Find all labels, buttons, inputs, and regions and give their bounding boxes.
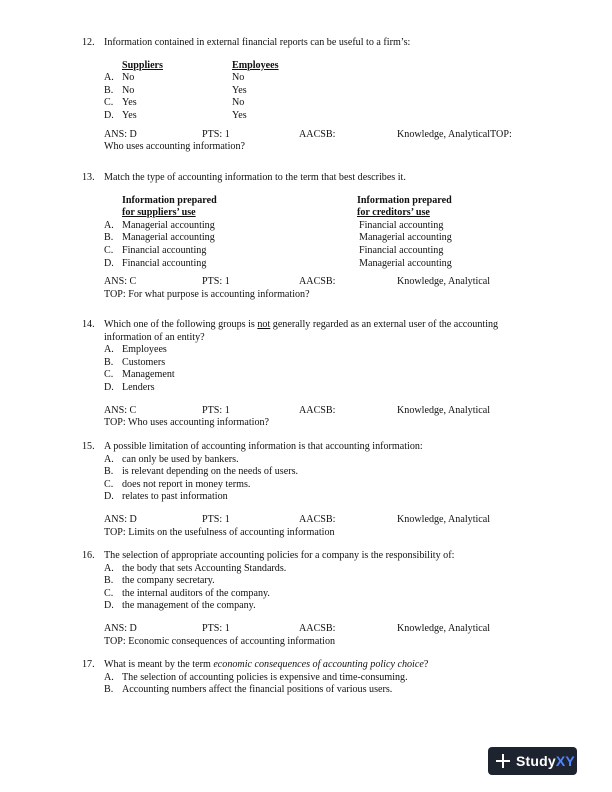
answer-line — [82, 129, 542, 142]
question-stem: The selection of appropriate accounting policies for a company is the responsibility of: — [104, 550, 455, 561]
option-row — [82, 479, 542, 492]
option-letter: B. — [104, 84, 114, 96]
option-letter: D. — [104, 600, 114, 612]
option-row — [82, 344, 542, 357]
option-letter: A. — [104, 72, 114, 84]
option-row — [82, 369, 542, 382]
studyxy-logo-text: StudyXY — [516, 753, 575, 769]
option-text: the management of the company. — [122, 600, 256, 612]
question-15 — [82, 441, 542, 539]
points: PTS: 1 — [202, 513, 230, 525]
option-row — [82, 382, 542, 395]
option-row — [82, 72, 542, 85]
option-letter: C. — [104, 97, 114, 109]
option-row — [82, 466, 542, 479]
column-header: Information prepared — [357, 194, 452, 206]
aacsb-value: Knowledge, Analytical — [397, 513, 491, 525]
plus-cross-icon — [496, 754, 510, 768]
question-number: 14. — [82, 319, 95, 330]
question-stem: Information contained in external financial reports can be useful to a firm’s: — [104, 37, 411, 48]
question-number: 13. — [82, 172, 95, 183]
answer-line — [82, 276, 542, 289]
option-cell: No — [122, 84, 135, 96]
studyxy-badge[interactable] — [488, 747, 577, 775]
topic: TOP: For what purpose is accounting information? — [104, 288, 310, 300]
column-header: Employees — [232, 59, 279, 71]
option-row — [82, 97, 542, 110]
option-row — [82, 220, 542, 233]
question-12 — [82, 37, 542, 154]
aacsb-label: AACSB: — [299, 513, 336, 525]
option-cell: Financial accounting — [359, 244, 444, 256]
aacsb-label: AACSB: — [299, 128, 336, 140]
question-13 — [82, 172, 542, 301]
question-number: 15. — [82, 441, 95, 452]
option-cell: Financial accounting — [122, 257, 207, 269]
option-row — [82, 232, 542, 245]
points: PTS: 1 — [202, 128, 230, 140]
option-cell: Yes — [122, 109, 137, 121]
option-letter: A. — [104, 671, 114, 683]
option-cell: Financial accounting — [122, 244, 207, 256]
option-cell: Managerial accounting — [359, 232, 452, 244]
question-stem: Which one of the following groups is not generally regarded as an external user of the accounting — [104, 319, 499, 330]
option-text: the company secretary. — [122, 575, 215, 587]
question-16 — [82, 550, 542, 648]
option-letter: C. — [104, 369, 114, 381]
option-cell: Yes — [232, 84, 247, 96]
question-stem: A possible limitation of accounting information is that accounting information: — [104, 441, 423, 452]
option-cell: Yes — [232, 109, 247, 121]
option-text: Management — [122, 369, 175, 381]
option-row — [82, 672, 542, 685]
option-letter: D. — [104, 257, 114, 269]
option-row — [82, 575, 542, 588]
option-letter: D. — [104, 491, 114, 503]
option-letter: C. — [104, 244, 114, 256]
option-cell: Yes — [122, 97, 137, 109]
question-17 — [82, 659, 542, 697]
aacsb-value: Knowledge, AnalyticalTOP: — [397, 128, 512, 140]
topic: Who uses accounting information? — [104, 141, 245, 153]
topic: TOP: Limits on the usefulness of accounting information — [104, 526, 335, 538]
option-text: Employees — [122, 344, 167, 356]
option-letter: B. — [104, 466, 114, 478]
option-cell: No — [122, 72, 135, 84]
option-text: the internal auditors of the company. — [122, 587, 270, 599]
option-row — [82, 684, 542, 697]
option-letter: B. — [104, 356, 114, 368]
answer-line — [82, 514, 542, 527]
option-cell: Managerial accounting — [122, 232, 215, 244]
question-number: 16. — [82, 550, 95, 561]
option-cell: Managerial accounting — [359, 257, 452, 269]
option-row — [82, 563, 542, 576]
aacsb-value: Knowledge, Analytical — [397, 276, 491, 288]
option-row — [82, 357, 542, 370]
answer-key: ANS: C — [104, 404, 137, 416]
option-letter: B. — [104, 575, 114, 587]
option-letter: A. — [104, 219, 114, 231]
answer-key: ANS: D — [104, 622, 137, 634]
option-letter: C. — [104, 478, 114, 490]
column-header: for suppliers’ use — [122, 207, 196, 219]
option-row — [82, 85, 542, 98]
option-letter: C. — [104, 587, 114, 599]
aacsb-value: Knowledge, Analytical — [397, 622, 491, 634]
option-row — [82, 258, 542, 271]
option-row — [82, 588, 542, 601]
option-letter: B. — [104, 684, 114, 696]
option-letter: A. — [104, 344, 114, 356]
option-cell: Managerial accounting — [122, 219, 215, 231]
question-number: 12. — [82, 37, 95, 48]
question-stem: Match the type of accounting information to the term that best describes it. — [104, 172, 406, 183]
points: PTS: 1 — [202, 622, 230, 634]
option-row — [82, 110, 542, 123]
points: PTS: 1 — [202, 404, 230, 416]
aacsb-value: Knowledge, Analytical — [397, 404, 491, 416]
aacsb-label: AACSB: — [299, 404, 336, 416]
option-letter: D. — [104, 109, 114, 121]
option-text: can only be used by bankers. — [122, 453, 239, 465]
column-header: for creditors’ use — [357, 207, 430, 219]
column-header: Suppliers — [122, 59, 163, 71]
column-header: Information prepared — [122, 194, 217, 206]
topic: TOP: Economic consequences of accounting information — [104, 635, 336, 647]
question-stem: What is meant by the term economic consequences of accounting policy choice? — [104, 659, 429, 670]
answer-key: ANS: C — [104, 276, 137, 288]
answer-key: ANS: D — [104, 513, 137, 525]
option-text: The selection of accounting policies is expensive and time-consuming. — [122, 671, 408, 683]
question-number: 17. — [82, 659, 95, 670]
option-cell: Financial accounting — [359, 219, 444, 231]
option-text: Lenders — [122, 381, 155, 393]
option-row — [82, 454, 542, 467]
option-letter: A. — [104, 562, 114, 574]
option-cell: No — [232, 72, 245, 84]
answer-line — [82, 405, 542, 418]
option-text: relates to past information — [122, 491, 228, 503]
aacsb-label: AACSB: — [299, 622, 336, 634]
option-letter: D. — [104, 381, 114, 393]
aacsb-label: AACSB: — [299, 276, 336, 288]
answer-line — [82, 623, 542, 636]
option-text: is relevant depending on the needs of users. — [122, 466, 299, 478]
option-row — [82, 245, 542, 258]
option-text: does not report in money terms. — [122, 478, 251, 490]
answer-key: ANS: D — [104, 128, 137, 140]
points: PTS: 1 — [202, 276, 230, 288]
option-text: Customers — [122, 356, 166, 368]
question-stem-continued: information of an entity? — [104, 331, 205, 343]
option-text: Accounting numbers affect the financial positions of various users. — [122, 684, 393, 696]
option-row — [82, 600, 542, 613]
option-row — [82, 491, 542, 504]
question-14 — [82, 319, 542, 430]
topic: TOP: Who uses accounting information? — [104, 417, 270, 429]
option-letter: A. — [104, 453, 114, 465]
option-text: the body that sets Accounting Standards. — [122, 562, 287, 574]
option-cell: No — [232, 97, 245, 109]
option-letter: B. — [104, 232, 114, 244]
